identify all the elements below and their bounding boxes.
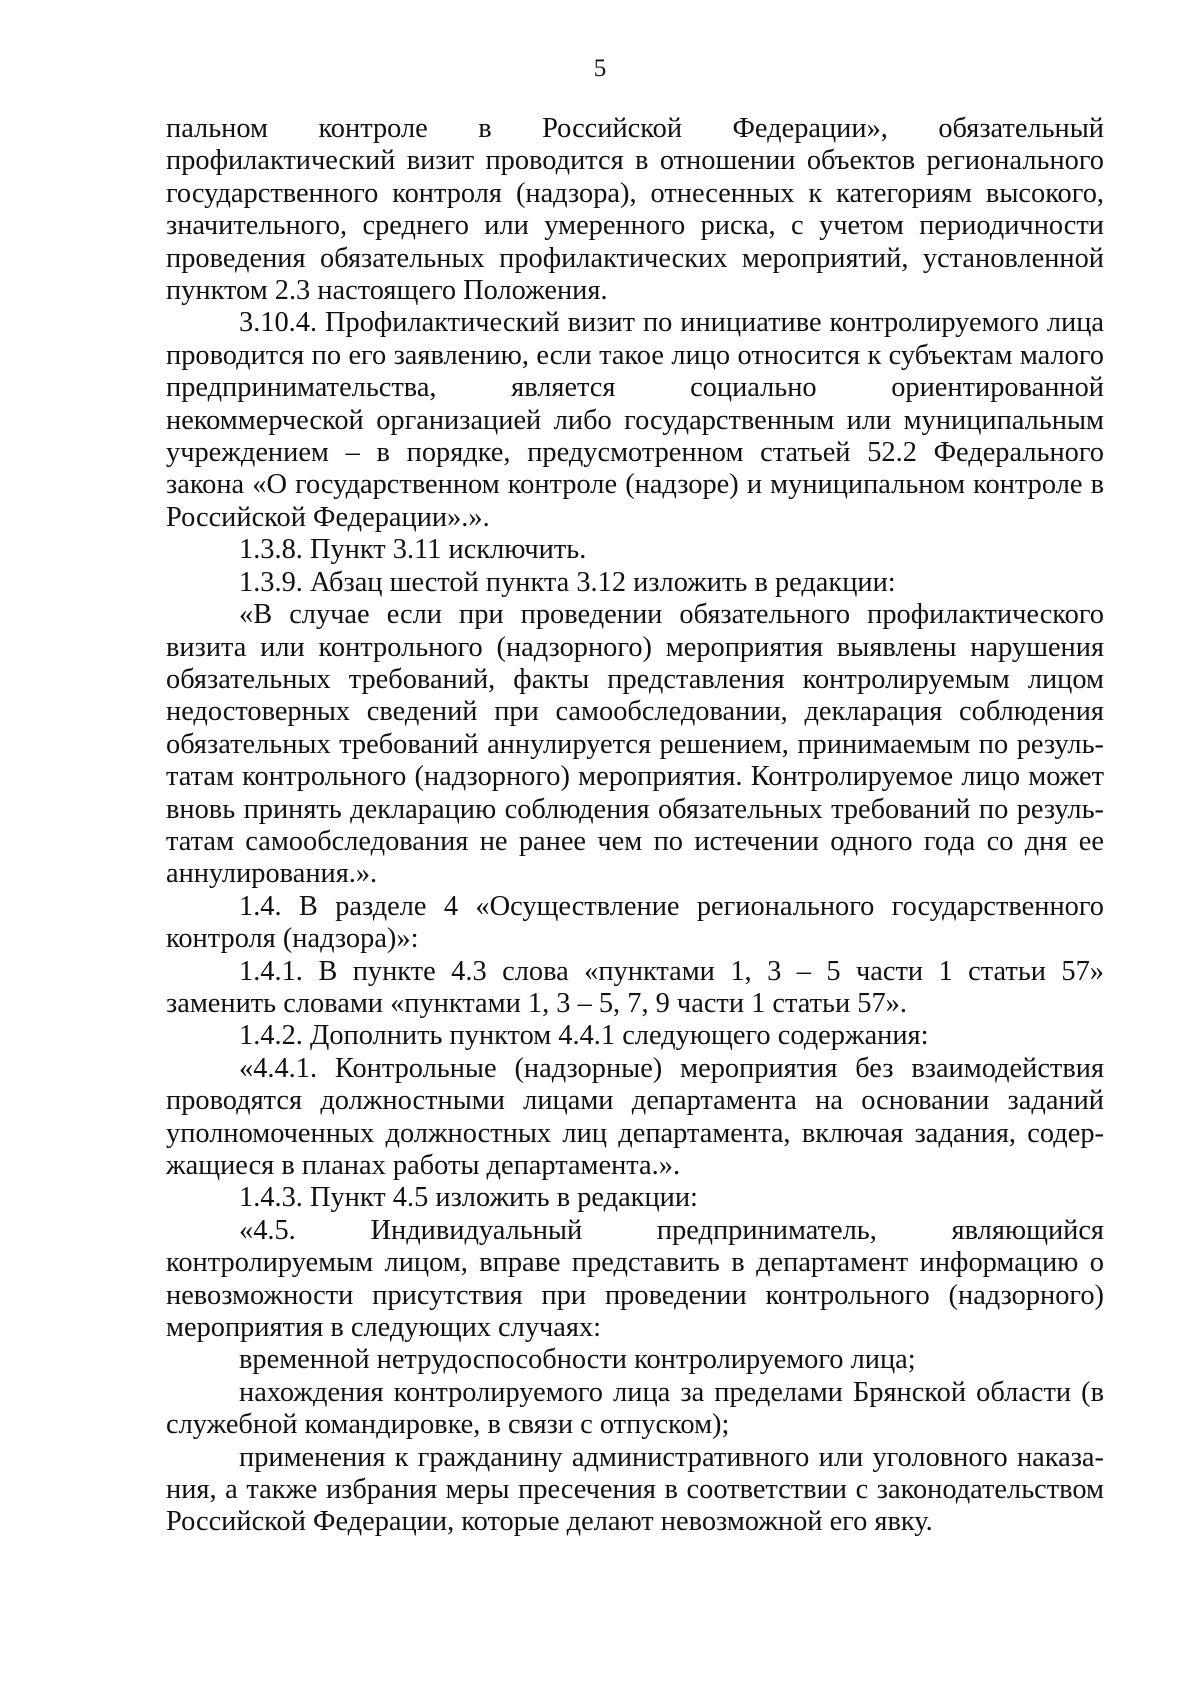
paragraph-1-4-2: 1.4.2. Дополнить пунктом 4.4.1 следующего содержания: [239,1020,929,1052]
page-number: 5 [593,55,607,82]
paragraph-1-3-8: 1.3.8. Пункт 3.11 исключить. [239,534,587,566]
paragraph-quote-declaration: «В случае если при проведении обязательного профилактического визита или контрольного (надзорного) мероприятия выявлены нарушения обязательных требований, факты представления контролируемым лицом недостоверных сведений при самообследовании, декларация соблюдения обязательных требований аннулируется решением, принимаемым по результатам контрольного (надзорного) мероприятия. Контролируемое лицо может вновь принять декларацию соблюдения обязательных требований по результатам самообследования не ранее чем по истечении одного года со дня ее аннулирования.». [166,599,1104,890]
list-item-absence: нахождения контролируемого лица за пределами Брянской области (в служебной командировке, в связи с отпуском); [166,1376,1104,1441]
paragraph-quote-4-5: «4.5. Индивидуальный предприниматель, являющийся контролируемым лицом, вправе представить в департамент информацию о невозможности присутствия при проведении контрольного (надзорного) мероприятия в следующих случаях: [166,1214,1104,1344]
paragraph-1-4-1: 1.4.1. В пункте 4.3 слова «пунктами 1, 3 – 5 части 1 статьи 57» заменить словами «пунктами 1, 3 – 5, 7, 9 части 1 статьи 57». [166,955,1104,1019]
paragraph-3-10-4: 3.10.4. Профилактический визит по инициативе контролируемого лица проводится по его заявлению, если такое лицо относится к субъектам малого предпринимательства, является социально ориентированной некоммерческой организацией либо государственным или муниципальным учреждением – в порядке, предусмотренном статьей 52.2 Федерального закона «О государственном контроле (надзоре) и муниципальном контроле в Российской Федерации».». [166,307,1104,533]
paragraph-continuation: пальном контроле в Российской Федерации», обязательный профилактический визит проводится в отношении объектов регионального государственного контроля (надзора), отнесенных к категориям высокого, значительного, среднего или умеренного риска, с учетом периодичности проведения обязательных профилактических мероприятий, установленной пунктом 2.3 настоящего Положения. [166,113,1104,307]
document-body [166,113,1104,1539]
paragraph-1-4: 1.4. В разделе 4 «Осуществление регионального государственного контроля (надзора)»: [166,890,1104,955]
list-item-disability: временной нетрудоспособности контролируемого лица; [239,1344,916,1376]
list-item-punishment: применения к гражданину административного или уголовного наказания, а также избрания меры пресечения в соответствии с законодательством Российской Федерации, которые делают невозможной его явку. [166,1441,1104,1538]
paragraph-1-4-3: 1.4.3. Пункт 4.5 изложить в редакции: [239,1182,698,1214]
paragraph-1-3-9: 1.3.9. Абзац шестой пункта 3.12 изложить в редакции: [239,566,896,598]
paragraph-quote-4-4-1: «4.4.1. Контрольные (надзорные) мероприятия без взаимодействия проводятся должностными лицами департамента на основании заданий уполномоченных должностных лиц департамента, включая задания, содержащиеся в планах работы департамента.». [166,1052,1104,1181]
